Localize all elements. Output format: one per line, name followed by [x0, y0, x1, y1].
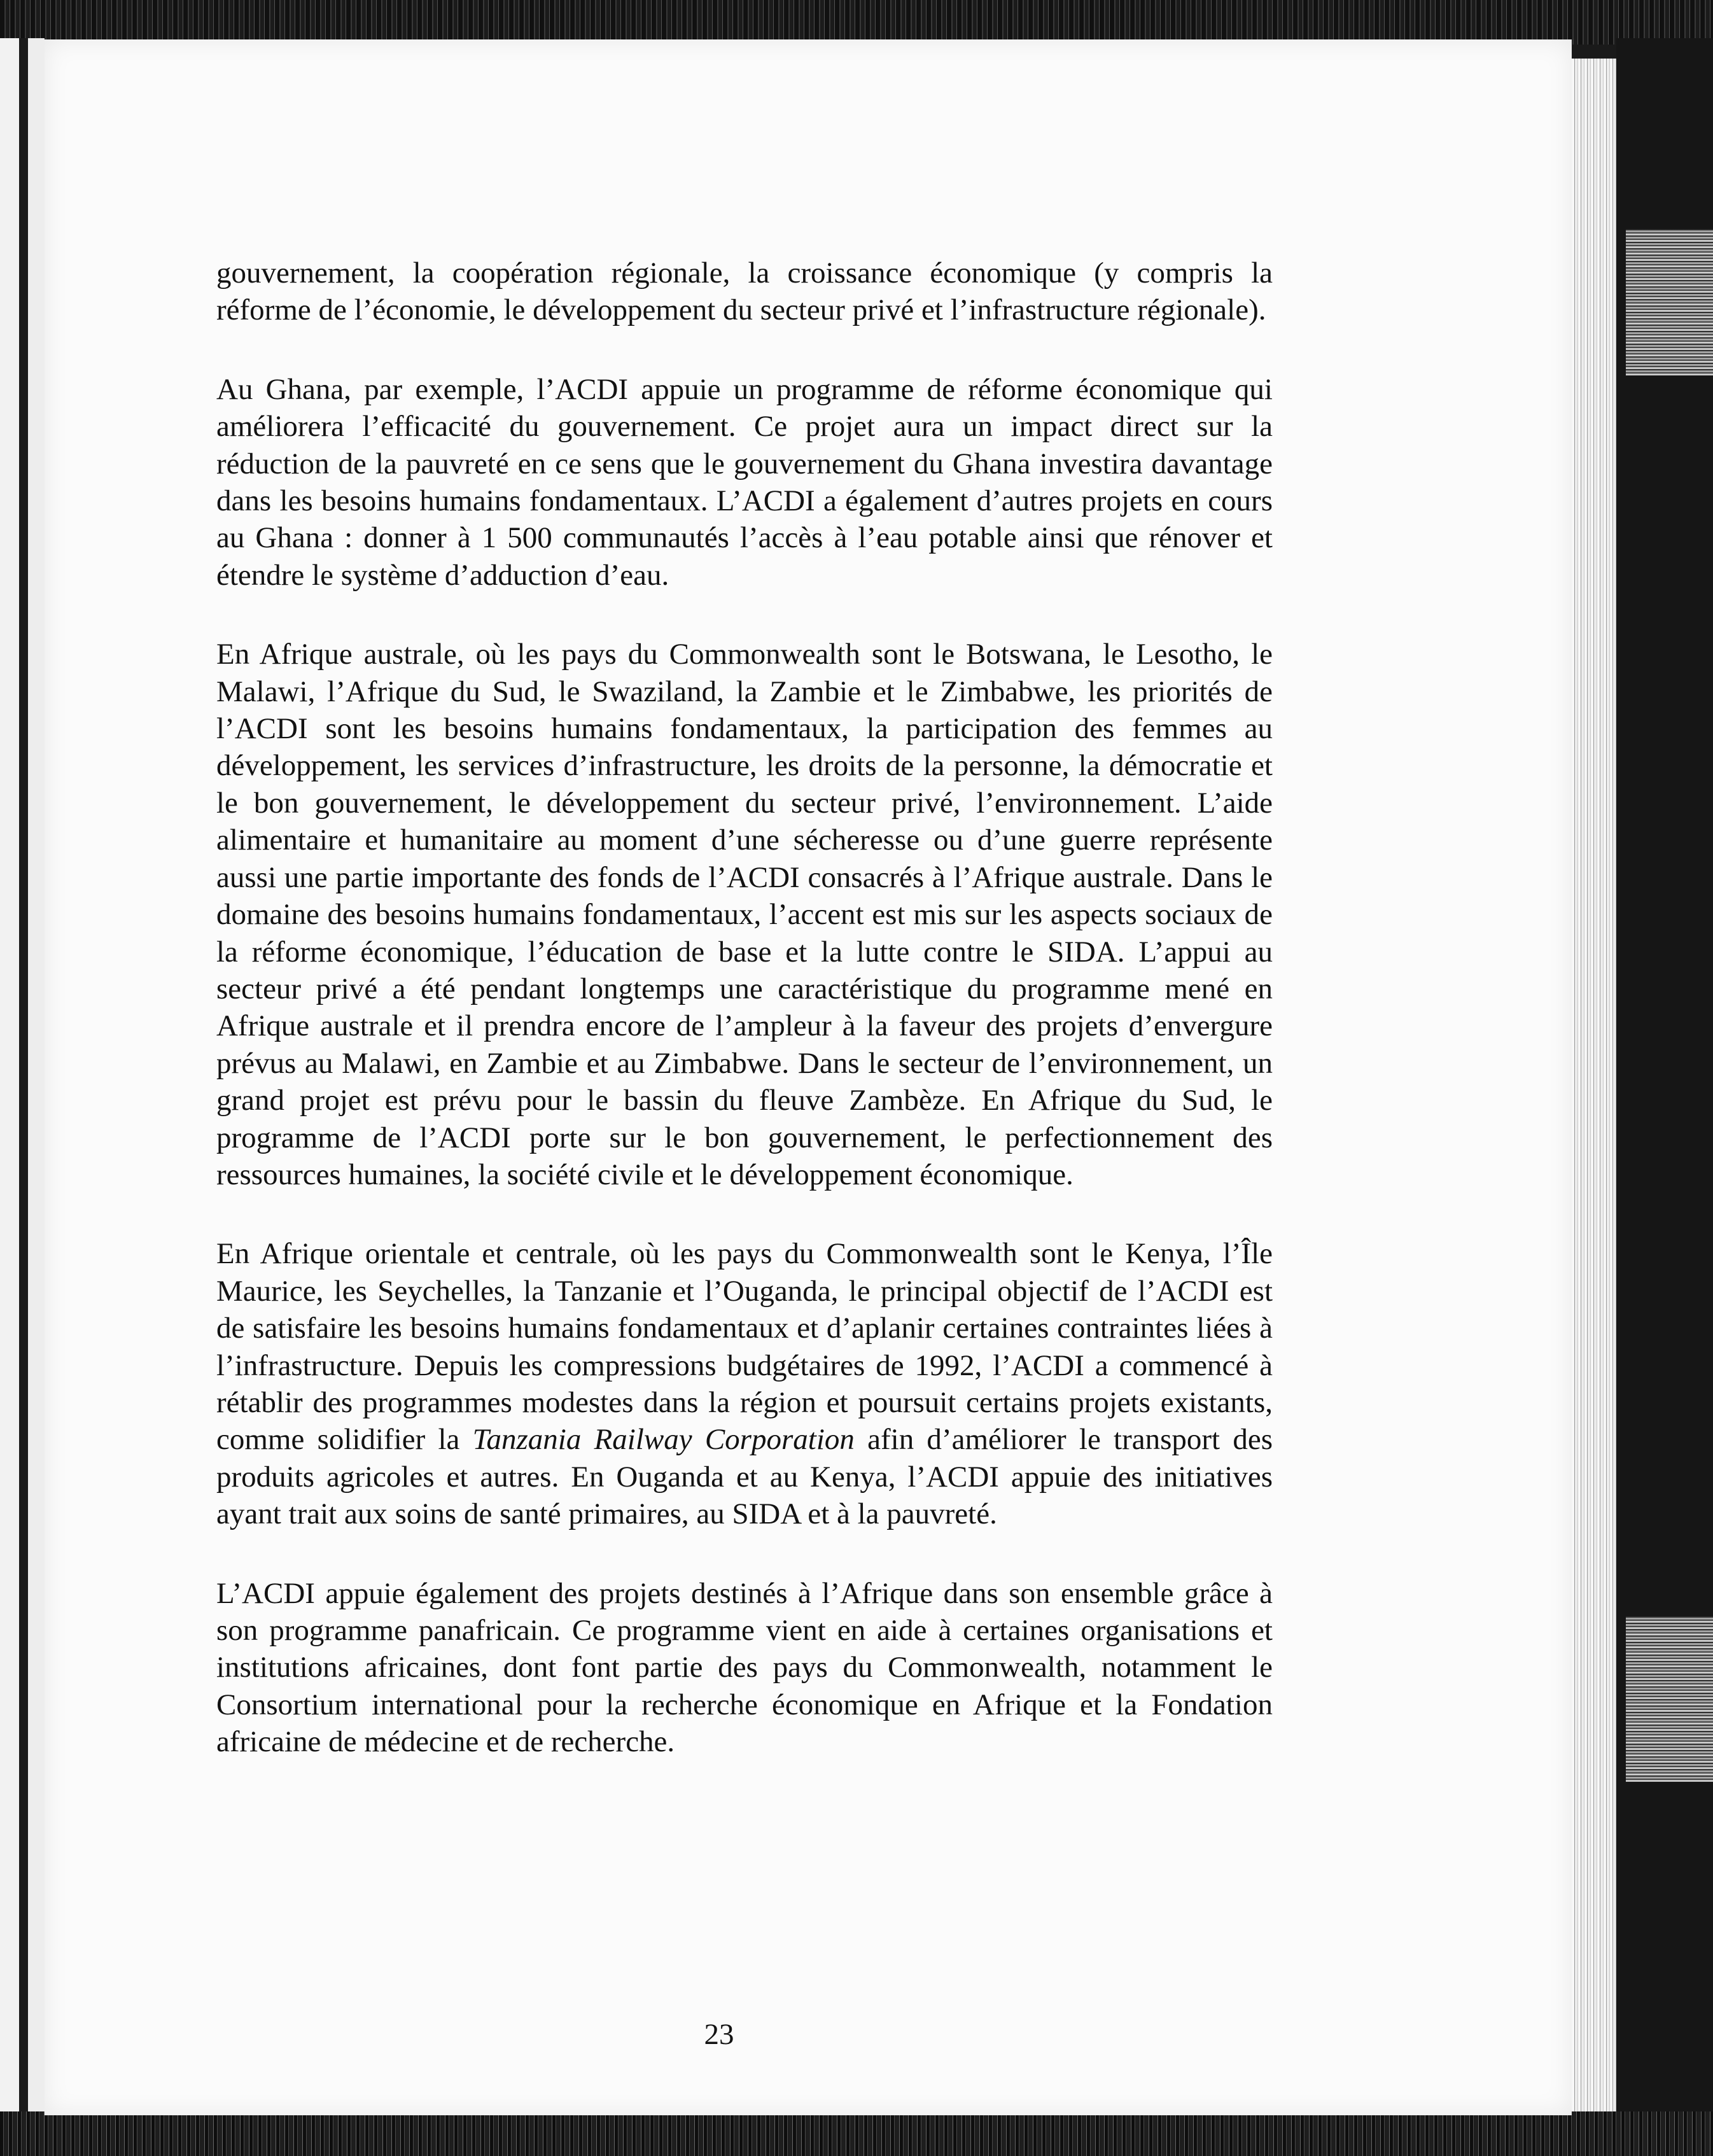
paragraph-4-text-start: En Afrique orientale et centrale, où les pays du Commonwealth sont le Kenya, l’Île Maurice, les Seychelles, la Tanzanie et l’Ouganda, le principal objectif de l’ACDI est de satisfaire les besoins humains fondamentaux et d’aplanir certaines contraintes liées à l’infrastructure. Depuis les compressions budgétaires de 1992, l’ACDI a commencé à rétablir des programmes modestes dans la région et poursuit certains projets existants, comme solidifier la [216, 1237, 1273, 1457]
document-body [216, 255, 1273, 1803]
scanner-left-edge [0, 38, 45, 2119]
scanner-top-border [0, 0, 1713, 45]
paragraph-4-italic-name: Tanzania Railway Corporation [472, 1423, 855, 1457]
scanner-bottom-border [0, 2111, 1713, 2156]
paragraph-4 [216, 1235, 1273, 1532]
paragraph-1: gouvernement, la coopération régionale, la croissance économique (y compris la réforme de l’économie, le développement du secteur privé et l’infrastructure régionale). [216, 256, 1273, 327]
paragraph-2: Au Ghana, par exemple, l’ACDI appuie un programme de réforme économique qui améliorera l’efficacité du gouvernement. Ce projet aura un impact direct sur la réduction de la pauvreté en ce sens que le gouvernement du Ghana investira davantage dans les besoins humains fondamentaux. L’ACDI a également d’autres projets en cours au Ghana : donner à 1 500 communautés l’accès à l’eau potable ainsi que rénover et étendre le système d’adduction d’eau. [216, 372, 1273, 592]
scanner-noise-patch [1626, 229, 1713, 375]
paragraph-4-text-end: afin d’améliorer le transport des produits agricoles et autres. En Ouganda et au Kenya, l’ACDI appuie des initiatives ayant trait aux soins de santé primaires, au SIDA et à la pauvreté. [216, 1423, 1273, 1531]
paragraph-3: En Afrique australe, où les pays du Commonwealth sont le Botswana, le Lesotho, le Malawi, l’Afrique du Sud, le Swaziland, la Zambie et le Zimbabwe, les priorités de l’ACDI sont les besoins humains fondamentaux, la participation des femmes au développement, les services d’infrastructure, les droits de la personne, la démocratie et le bon gouvernement, le développement du secteur privé, l’environnement. L’aide alimentaire et humanitaire au moment d’une sécheresse ou d’une guerre représente aussi une partie importante des fonds de l’ACDI consacrés à l’Afrique australe. Dans le domaine des besoins humains fondamentaux, l’accent est mis sur les aspects sociaux de la réforme économique, l’éducation de base et la lutte contre le SIDA. L’appui au secteur privé a été pendant longtemps une caractéristique du programme mené en Afrique australe et il prendra encore de l’ampleur à la faveur des projets d’envergure prévus au Malawi, en Zambie et au Zimbabwe. Dans le secteur de l’environnement, un grand projet est prévu pour le bassin du fleuve Zambèze. En Afrique du Sud, le programme de l’ACDI porte sur le bon gouvernement, le perfectionnement des ressources humaines, la société civile et le développement économique. [216, 638, 1273, 1191]
page-number: 23 [704, 2018, 734, 2051]
paragraph-5: L’ACDI appuie également des projets destinés à l’Afrique dans son ensemble grâce à son programme panafricain. Ce programme vient en aide à certaines organisations et institutions africaines, dont font partie des pays du Commonwealth, notamment le Consortium international pour la recherche économique en Afrique et la Fondation africaine de médecine et de recherche. [216, 1576, 1273, 1759]
scanner-noise-patch [1626, 1616, 1713, 1782]
